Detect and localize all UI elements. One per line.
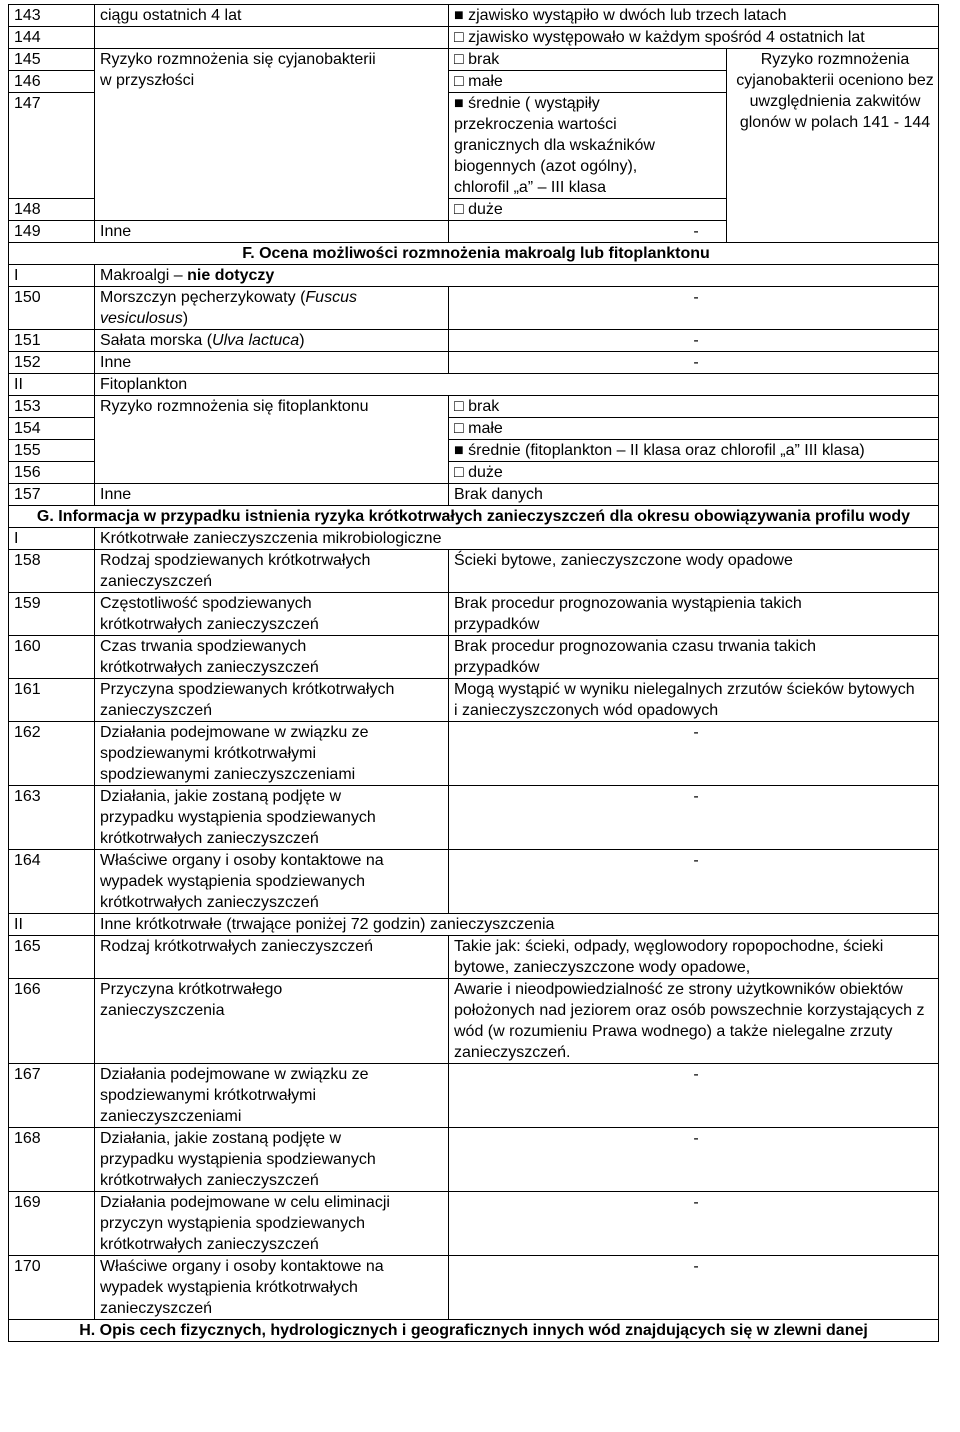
row-number: 150 (9, 287, 95, 330)
table-row (9, 850, 939, 914)
row-number: 167 (9, 1064, 95, 1128)
section-header-h (9, 1320, 939, 1342)
row-value: ■ zjawisko wystąpiło w dwóch lub trzech latach (449, 5, 939, 27)
table-row (9, 49, 939, 71)
table-row (9, 979, 939, 1064)
row-value: - (449, 722, 939, 786)
row-number: 162 (9, 722, 95, 786)
row-value: - (449, 1064, 939, 1128)
row-value: □ małe (449, 71, 727, 93)
row-label: Inne (95, 221, 449, 243)
table-row (9, 5, 939, 27)
row-number: 156 (9, 462, 95, 484)
row-label: Działania, jakie zostaną podjęte w przypadku wystąpienia spodziewanych krótkotrwałych zanieczyszczeń (95, 786, 449, 850)
subsection-label: Fitoplankton (95, 374, 939, 396)
row-label: Działania podejmowane w celu eliminacji przyczyn wystąpienia spodziewanych krótkotrwałych zanieczyszczeń (95, 1192, 449, 1256)
row-number: 144 (9, 27, 95, 49)
label-suffix: ) (182, 310, 189, 327)
subsection-number: I (9, 528, 95, 550)
row-label: Rodzaj spodziewanych krótkotrwałych zanieczyszczeń (95, 550, 449, 593)
row-number: 166 (9, 979, 95, 1064)
row-number: 152 (9, 352, 95, 374)
row-label: Działania, jakie zostaną podjęte w przypadku wystąpienia spodziewanych krótkotrwałych zanieczyszczeń (95, 1128, 449, 1192)
subsection-row (9, 914, 939, 936)
row-value: □ duże (449, 199, 727, 221)
table-row (9, 936, 939, 979)
row-label: Czas trwania spodziewanych krótkotrwałych zanieczyszczeń (95, 636, 449, 679)
row-number: 170 (9, 1256, 95, 1320)
subsection-number: II (9, 914, 95, 936)
section-title: H. Opis cech fizycznych, hydrologicznych i geograficznych innych wód znajdujących się w zlewni danej (9, 1320, 939, 1342)
row-value: Awarie i nieodpowiedzialność ze strony użytkowników obiektów położonych nad jeziorem oraz osób powszechnie korzystających z wód (w rozumieniu Prawa wodnego) a także nielegalne zrzuty zanieczyszczeń. (449, 979, 939, 1064)
row-number: 168 (9, 1128, 95, 1192)
row-number: 157 (9, 484, 95, 506)
row-value: - (449, 352, 939, 374)
row-value: □ zjawisko występowało w każdym spośród 4 ostatnich lat (449, 27, 939, 49)
label-prefix: Morszczyn pęcherzykowaty ( (100, 289, 306, 306)
row-label: Działania podejmowane w związku ze spodziewanymi krótkotrwałymi spodziewanymi zanieczyszczeniami (95, 722, 449, 786)
row-value: - (449, 786, 939, 850)
table-row (9, 287, 939, 330)
row-value: Brak procedur prognozowania wystąpienia takich przypadków (449, 593, 939, 636)
table-row (9, 1064, 939, 1128)
row-number: 145 (9, 49, 95, 71)
table-row (9, 786, 939, 850)
table-row (9, 593, 939, 636)
table-row (9, 1192, 939, 1256)
subsection-label: Krótkotrwałe zanieczyszczenia mikrobiologiczne (95, 528, 939, 550)
subsection-row (9, 528, 939, 550)
label-line-2: w przyszłości (100, 72, 195, 89)
section-header-g (9, 506, 939, 528)
row-label: Rodzaj krótkotrwałych zanieczyszczeń (95, 936, 449, 979)
row-value: - (449, 221, 939, 243)
row-label (95, 287, 449, 330)
row-number: 153 (9, 396, 95, 418)
row-value: ■ średnie ( wystąpiły przekroczenia wartości granicznych dla wskaźników biogennych (azot ogólny), chlorofil „a” – III klasa (449, 93, 727, 199)
subsection-row (9, 265, 939, 287)
row-number: 159 (9, 593, 95, 636)
subsection-label-bold: nie dotyczy (187, 267, 275, 284)
row-value: Ścieki bytowe, zanieczyszczone wody opadowe (449, 550, 939, 593)
row-label: Działania podejmowane w związku ze spodziewanymi krótkotrwałymi zanieczyszczeniami (95, 1064, 449, 1128)
label-line-1: Ryzyko rozmnożenia się cyjanobakterii (100, 51, 376, 68)
table-row (9, 396, 939, 418)
row-label: Ryzyko rozmnożenia się fitoplanktonu (95, 396, 449, 484)
row-value: Brak danych (449, 484, 939, 506)
row-number: 148 (9, 199, 95, 221)
row-value: ■ średnie (fitoplankton – II klasa oraz chlorofil „a” III klasa) (449, 440, 939, 462)
row-label: Właściwe organy i osoby kontaktowe na wypadek wystąpienia spodziewanych krótkotrwałych zanieczyszczeń (95, 850, 449, 914)
section-header-f (9, 243, 939, 265)
row-value: Brak procedur prognozowania czasu trwania takich przypadków (449, 636, 939, 679)
subsection-row (9, 374, 939, 396)
row-number: 169 (9, 1192, 95, 1256)
table-row (9, 27, 939, 49)
row-value: □ duże (449, 462, 939, 484)
row-value: □ małe (449, 418, 939, 440)
row-value: Mogą wystąpić w wyniku nielegalnych zrzutów ścieków bytowych i zanieczyszczonych wód opadowych (449, 679, 939, 722)
profile-table (8, 4, 939, 1342)
label-suffix: ) (299, 332, 305, 349)
risk-note: Ryzyko rozmnożenia cyjanobakterii oceniono bez uwzględnienia zakwitów glonów w polach 141 - 144 (727, 49, 939, 243)
row-number: 147 (9, 93, 95, 199)
row-number: 151 (9, 330, 95, 352)
table-row (9, 550, 939, 593)
table-row (9, 1128, 939, 1192)
table-row (9, 1256, 939, 1320)
table-row (9, 484, 939, 506)
row-label: Inne (95, 484, 449, 506)
row-label (95, 27, 449, 49)
row-value: - (449, 1192, 939, 1256)
row-number: 154 (9, 418, 95, 440)
row-label: Częstotliwość spodziewanych krótkotrwałych zanieczyszczeń (95, 593, 449, 636)
row-label: Przyczyna spodziewanych krótkotrwałych zanieczyszczeń (95, 679, 449, 722)
row-value: - (449, 1128, 939, 1192)
row-number: 160 (9, 636, 95, 679)
subsection-label-text: Makroalgi – (100, 267, 188, 284)
section-title: G. Informacja w przypadku istnienia ryzyka krótkotrwałych zanieczyszczeń dla okresu obowiązywania profilu wody (9, 506, 939, 528)
table-row (9, 636, 939, 679)
row-value: - (449, 850, 939, 914)
section-title: F. Ocena możliwości rozmnożenia makroalg lub fitoplanktonu (9, 243, 939, 265)
row-value: - (449, 330, 939, 352)
row-number: 164 (9, 850, 95, 914)
subsection-number: II (9, 374, 95, 396)
subsection-label: Inne krótkotrwałe (trwające poniżej 72 godzin) zanieczyszczenia (95, 914, 939, 936)
subsection-number: I (9, 265, 95, 287)
row-label (95, 49, 449, 221)
row-value: □ brak (449, 49, 727, 71)
row-number: 143 (9, 5, 95, 27)
table-row (9, 352, 939, 374)
row-value: Takie jak: ścieki, odpady, węglowodory ropopochodne, ścieki bytowe, zanieczyszczone wody opadowe, (449, 936, 939, 979)
row-number: 163 (9, 786, 95, 850)
row-label: Inne (95, 352, 449, 374)
row-value: - (449, 287, 939, 330)
row-value: □ brak (449, 396, 939, 418)
row-number: 158 (9, 550, 95, 593)
row-number: 165 (9, 936, 95, 979)
row-label: ciągu ostatnich 4 lat (95, 5, 449, 27)
label-italic: Ulva lactuca (212, 332, 300, 349)
row-label: Właściwe organy i osoby kontaktowe na wypadek wystąpienia krótkotrwałych zanieczyszczeń (95, 1256, 449, 1320)
label-italic: Fuscus vesiculosus (100, 289, 357, 327)
row-number: 161 (9, 679, 95, 722)
table-row (9, 679, 939, 722)
table-row (9, 221, 939, 243)
subsection-label (95, 265, 939, 287)
label-prefix: Sałata morska ( (100, 332, 213, 349)
row-number: 155 (9, 440, 95, 462)
table-row (9, 330, 939, 352)
row-label (95, 330, 449, 352)
row-label: Przyczyna krótkotrwałego zanieczyszczenia (95, 979, 449, 1064)
table-row (9, 722, 939, 786)
row-number: 149 (9, 221, 95, 243)
row-number: 146 (9, 71, 95, 93)
row-value: - (449, 1256, 939, 1320)
